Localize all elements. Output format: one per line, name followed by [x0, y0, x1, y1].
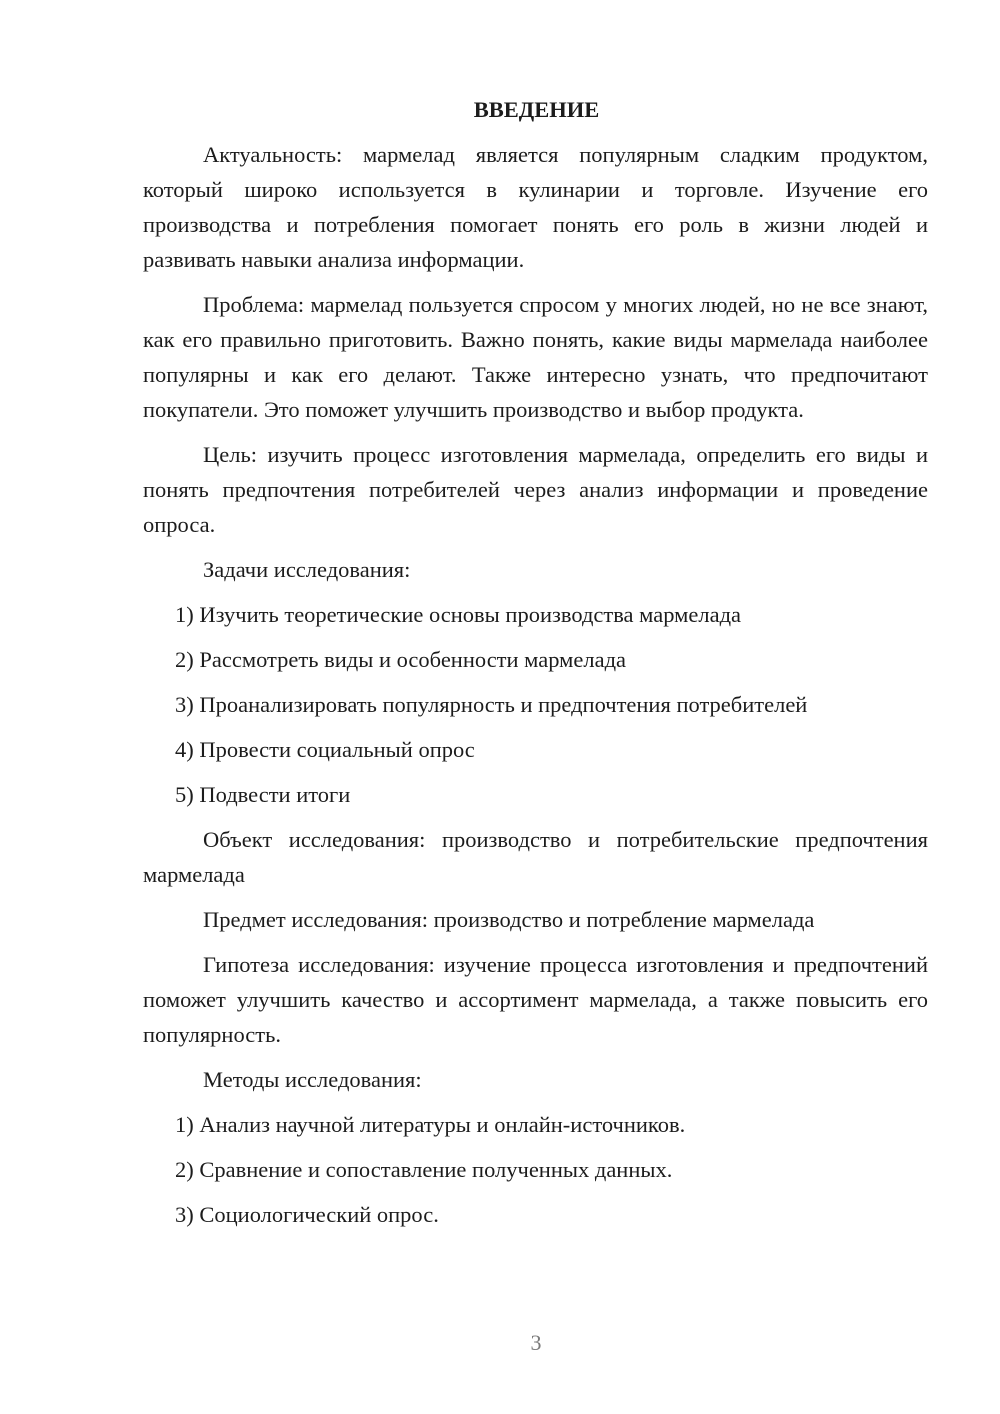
list-item: 3) Проанализировать популярность и предпочтения потребителей — [175, 692, 808, 717]
list-item: 4) Провести социальный опрос — [175, 737, 475, 762]
list-item: 5) Подвести итоги — [175, 782, 351, 807]
document-page — [143, 92, 928, 1232]
hypothesis-paragraph: Гипотеза исследования: изучение процесса изготовления и предпочтений поможет улучшить качество и ассортимент мармелада, а также повысить его популярность. — [143, 952, 928, 1047]
list-item: 2) Сравнение и сопоставление полученных данных. — [175, 1157, 673, 1182]
methods-title: Методы исследования: — [203, 1067, 422, 1092]
tasks-title: Задачи исследования: — [203, 557, 411, 582]
list-item: 3) Социологический опрос. — [175, 1202, 439, 1227]
list-item: 1) Изучить теоретические основы производства мармелада — [175, 602, 742, 627]
goal-paragraph: Цель: изучить процесс изготовления мармелада, определить его виды и понять предпочтения потребителей через анализ информации и проведение опроса. — [143, 442, 928, 537]
tasks-list — [143, 597, 928, 812]
section-heading: ВВЕДЕНИЕ — [473, 97, 600, 122]
list-item: 2) Рассмотреть виды и особенности мармелада — [175, 647, 627, 672]
subject-paragraph: Предмет исследования: производство и потребление мармелада — [203, 907, 815, 932]
problem-paragraph: Проблема: мармелад пользуется спросом у многих людей, но не все знают, как его правильно приготовить. Важно понять, какие виды мармелада наиболее популярны и как его делают. Также интересно узнать, что предпочитают покупатели. Это поможет улучшить производство и выбор продукта. — [143, 292, 928, 422]
relevance-paragraph: Актуальность: мармелад является популярным сладким продуктом, который широко используется в кулинарии и торговле. Изучение его производства и потребления помогает понять его роль в жизни людей и развивать навыки анализа информации. — [143, 142, 928, 272]
methods-list — [143, 1107, 928, 1232]
list-item: 1) Анализ научной литературы и онлайн-источников. — [175, 1112, 686, 1137]
object-paragraph: Объект исследования: производство и потребительские предпочтения мармелада — [143, 827, 928, 887]
page-number: 3 — [530, 1330, 542, 1355]
